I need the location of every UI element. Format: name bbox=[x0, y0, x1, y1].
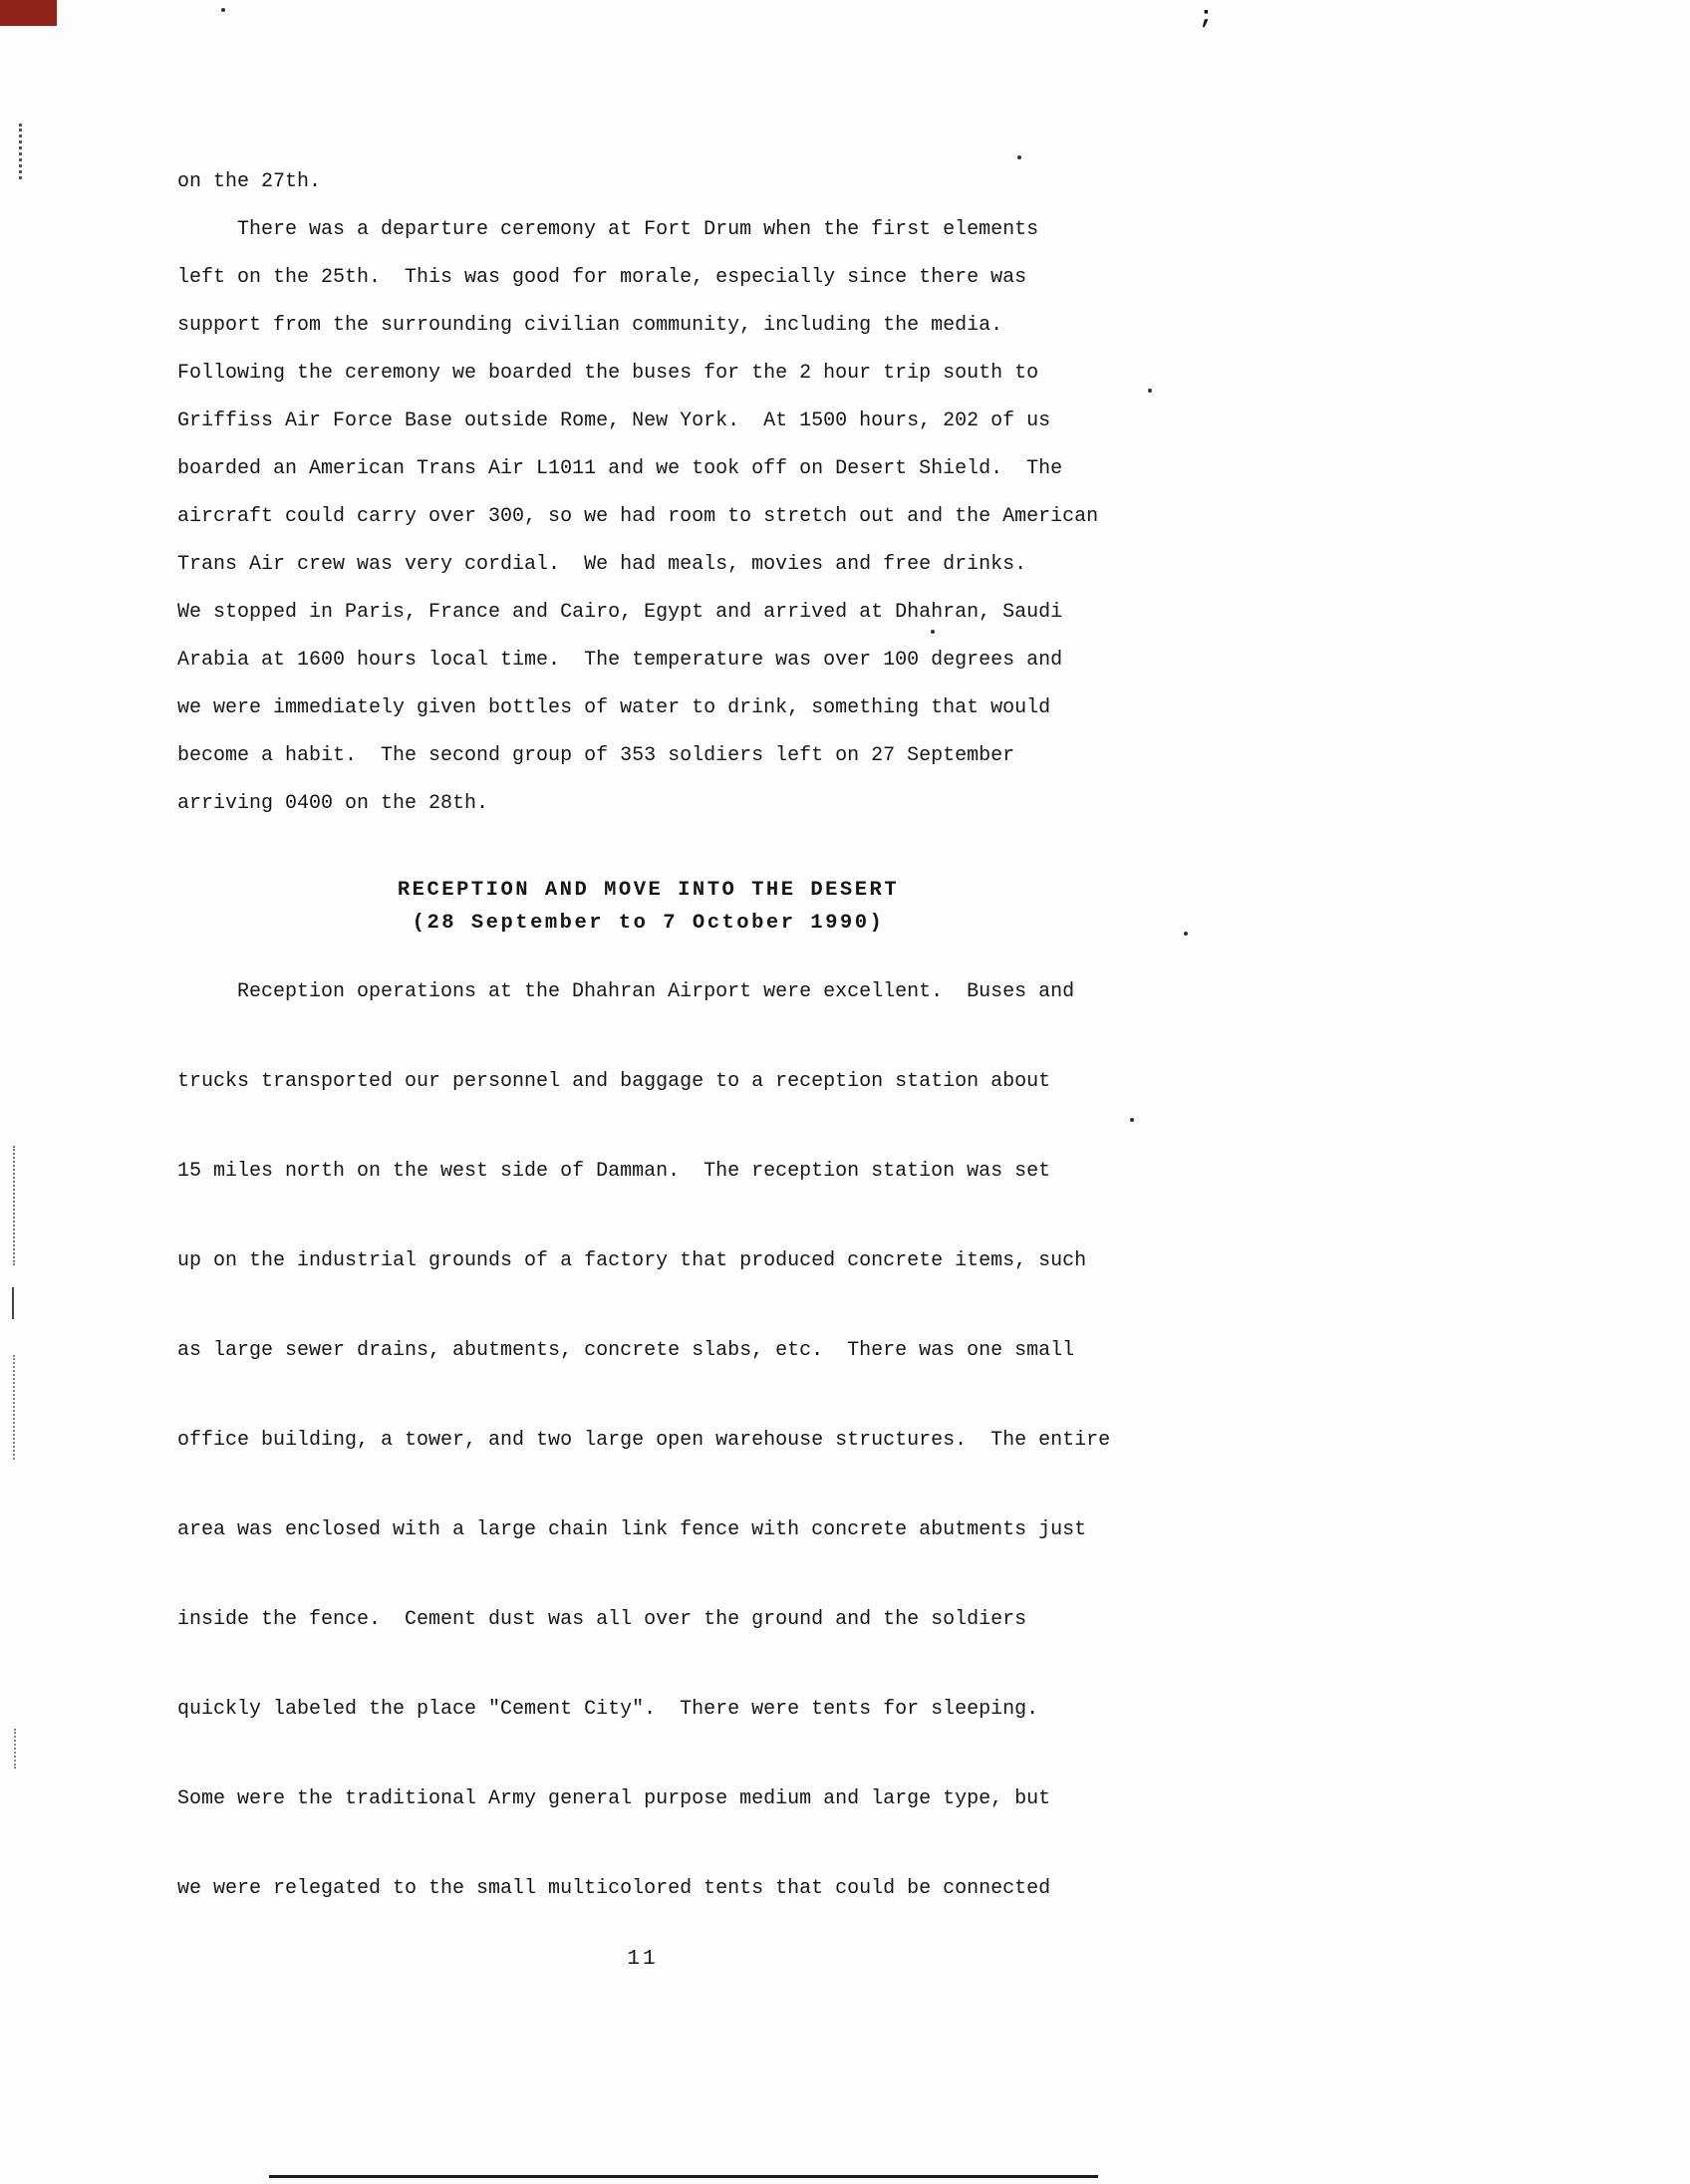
text-line: trucks transported our personnel and baggage to a reception station about bbox=[177, 1070, 1051, 1093]
text-line: as large sewer drains, abutments, concrete slabs, etc. There was one small bbox=[177, 1339, 1075, 1362]
section-heading-title: RECEPTION AND MOVE INTO THE DESERT bbox=[397, 879, 900, 902]
text-line: Trans Air crew was very cordial. We had meals, movies and free drinks. bbox=[177, 553, 1027, 576]
text-line: support from the surrounding civilian community, including the media. bbox=[177, 314, 1003, 337]
scan-artifact-bottom-line bbox=[269, 2175, 1098, 2178]
text-line: area was enclosed with a large chain link fence with concrete abutments just bbox=[177, 1518, 1087, 1541]
scan-margin-dots bbox=[19, 124, 22, 179]
scan-margin-dots bbox=[14, 1729, 16, 1769]
text-line: There was a departure ceremony at Fort Drum when the first elements bbox=[237, 218, 1039, 241]
text-line: we were relegated to the small multicolored tents that could be connected bbox=[177, 1877, 1051, 1900]
text-line: left on the 25th. This was good for morale, especially since there was bbox=[177, 266, 1027, 289]
text-line: 15 miles north on the west side of Damman. The reception station was set bbox=[177, 1160, 1051, 1183]
text-line: Griffiss Air Force Base outside Rome, New York. At 1500 hours, 202 of us bbox=[177, 410, 1051, 432]
scan-mark-semicolon: ; bbox=[1199, 4, 1214, 31]
paragraph-reception bbox=[177, 948, 1119, 1934]
text-line: office building, a tower, and two large open warehouse structures. The entire bbox=[177, 1429, 1111, 1452]
text-line: Arabia at 1600 hours local time. The temperature was over 100 degrees and bbox=[177, 649, 1063, 672]
paragraph-deployment bbox=[177, 206, 1119, 828]
scan-margin-dots bbox=[13, 1355, 15, 1460]
scan-margin-dots bbox=[13, 1146, 15, 1265]
text-line: become a habit. The second group of 353 soldiers left on 27 September bbox=[177, 744, 1015, 767]
text-line: Reception operations at the Dhahran Airport were excellent. Buses and bbox=[237, 980, 1075, 1003]
text-line: up on the industrial grounds of a factory that produced concrete items, such bbox=[177, 1249, 1087, 1272]
text-line: Some were the traditional Army general purpose medium and large type, but bbox=[177, 1787, 1051, 1810]
text-line: arriving 0400 on the 28th. bbox=[177, 792, 489, 815]
text-line: we were immediately given bottles of water to drink, something that would bbox=[177, 696, 1051, 719]
continuation-paragraph bbox=[177, 158, 1119, 206]
scan-artifact-red-bar bbox=[0, 0, 57, 26]
text-line: inside the fence. Cement dust was all over the ground and the soldiers bbox=[177, 1608, 1027, 1631]
text-line: aircraft could carry over 300, so we had room to stretch out and the American bbox=[177, 505, 1099, 528]
scan-speck bbox=[1148, 389, 1152, 393]
page-number: 11 bbox=[627, 1948, 659, 1971]
scan-speck bbox=[221, 8, 225, 12]
section-heading bbox=[177, 874, 1119, 940]
text-line: boarded an American Trans Air L1011 and we took off on Desert Shield. The bbox=[177, 457, 1063, 480]
scan-speck bbox=[1184, 932, 1188, 936]
text-line: quickly labeled the place "Cement City". There were tents for sleeping. bbox=[177, 1698, 1039, 1721]
section-heading-subtitle: (28 September to 7 October 1990) bbox=[412, 912, 885, 935]
scan-margin-bar bbox=[12, 1287, 14, 1319]
continuation-line: on the 27th. bbox=[177, 170, 322, 193]
text-line: Following the ceremony we boarded the buses for the 2 hour trip south to bbox=[177, 362, 1039, 385]
text-line: We stopped in Paris, France and Cairo, Egypt and arrived at Dhahran, Saudi bbox=[177, 601, 1063, 624]
scan-speck bbox=[1130, 1118, 1134, 1122]
typed-text-block bbox=[177, 158, 1119, 1934]
